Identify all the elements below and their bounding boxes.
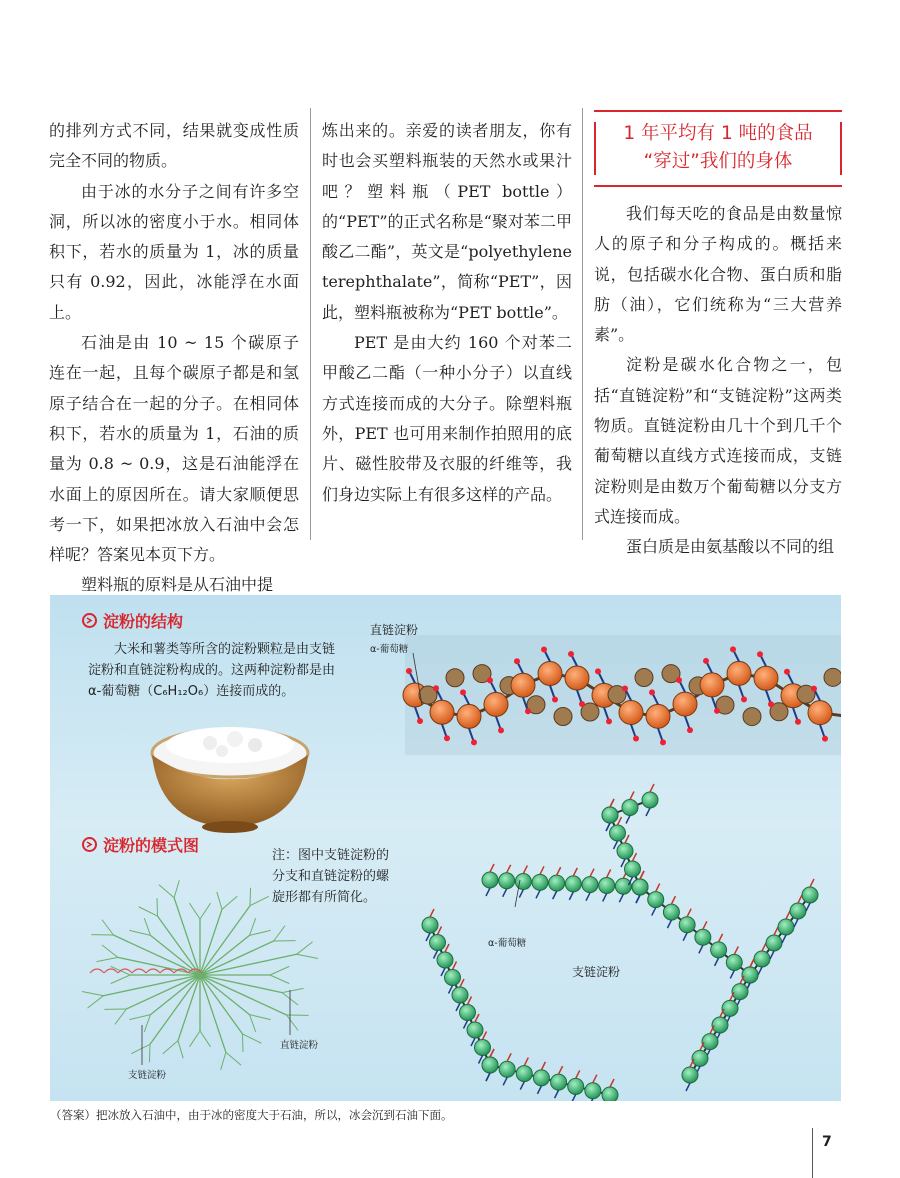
label-amylose: 直链淀粉 [370,623,419,637]
column-divider-1 [310,108,311,540]
col1-paragraph-1: 的排列方式不同，结果就变成性质完全不同的物质。 [49,121,299,171]
label-alpha-glucose-mid: α-葡萄糖 [488,938,527,949]
figure-note: 注：图中支链淀粉的分支和直链淀粉的螺旋形都有所简化。 [272,848,390,905]
section-model-title: 淀粉的模式图 [103,836,200,855]
section-title-line-2: “穿过”我们的身体 [643,151,793,172]
col3-paragraph-2: 淀粉是碳水化合物之一，包括“直链淀粉”和“支链淀粉”这两类物质。直链淀粉由几十个到几千个葡萄糖以直线方式连接而成，支链淀粉则是由数万个葡萄糖以分支方式连接而成。 [594,355,842,526]
section-title-line-1: 1 年平均有 1 吨的食品 [623,123,813,144]
diagram-label-amylose: 直链淀粉 [280,1040,319,1051]
col1-paragraph-3: 石油是由 10 ~ 15 个碳原子连在一起，且每个碳原子都是和氢原子结合在一起的分子。在相同体积下，若水的质量为 1，石油的质量为 0.8 ~ 0.9，这是石油能浮在水面上的原因所在。请大家顺便思考一下，如果把冰放入石油中会怎样呢？答案见本页下方。 [49,333,299,565]
starch-figure [50,595,841,1101]
col1-paragraph-4: 塑料瓶的原料是从石油中提 [81,575,274,595]
amylose-helix-icon [403,635,841,755]
col2-paragraph-2: PET 是由大约 160 个对苯二甲酸乙二酯（一种小分子）以直线方式连接而成的大分子。除塑料瓶外，PET 也可用来制作拍照用的底片、磁性胶带及衣服的纤维等，我们身边实际上有很多这样的产品。 [322,333,572,504]
col3-paragraph-3: 蛋白质是由氨基酸以不同的组 [626,537,835,557]
text-column-2 [322,116,572,510]
section-structure-text: 大米和薯类等所含的淀粉颗粒是由支链淀粉和直链淀粉构成的。这两种淀粉都是由 α-葡萄糖（C₆H₁₂O₆）连接而成的。 [88,642,336,699]
col2-paragraph-1: 炼出来的。亲爱的读者朋友，你有时也会买塑料瓶装的天然水或果汁吧？塑料瓶（PET bottle）的“PET”的正式名称是“聚对苯二甲酸乙二酯”，英文是“polyethylene terephthalate”，简称“PET”，因此，塑料瓶被称为“PET bottle”。 [322,121,572,322]
label-alpha-glucose-top: α-葡萄糖 [370,644,409,655]
diagram-label-amylopectin: 支链淀粉 [128,1070,167,1081]
section-model-heading [82,833,199,856]
section-structure-title: 淀粉的结构 [103,612,184,631]
section-structure-heading [82,609,183,632]
label-amylopectin: 支链淀粉 [572,965,621,979]
page-number: 7 [822,1134,832,1150]
answer-caption: （答案）把冰放入石油中，由于冰的密度大于石油，所以，冰会沉到石油下面。 [50,1108,453,1122]
page-number-rule [812,1128,813,1178]
arrow-circle-icon [82,613,97,628]
column-divider-2 [582,108,583,540]
text-column-1 [49,116,299,601]
amylopectin-chain-icon [422,784,818,1101]
text-column-3 [594,110,842,563]
rice-bowl-icon [152,727,308,833]
col1-paragraph-2: 由于冰的水分子之间有许多空洞，所以冰的密度小于水。相同体积下，若水的质量为 1，冰的质量只有 0.92，因此，冰能浮在水面上。 [49,181,299,322]
col3-paragraph-1: 我们每天吃的食品是由数量惊人的原子和分子构成的。概括来说，包括碳水化合物、蛋白质和脂肪（油），它们统称为“三大营养素”。 [594,204,842,345]
section-title-box [594,110,842,187]
arrow-circle-icon [82,837,97,852]
